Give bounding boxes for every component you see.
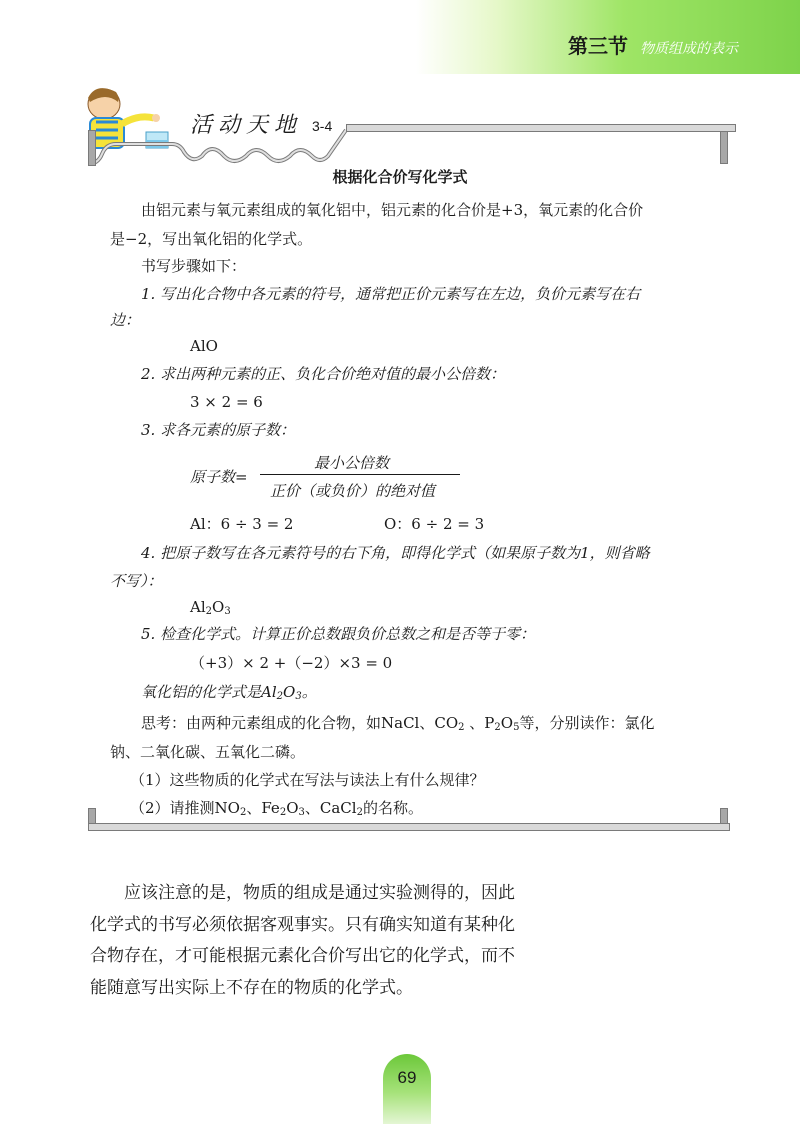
box-title: 根据化合价写化学式 <box>332 168 468 186</box>
conclusion: 氧化铝的化学式是$Al_2O_3$。 <box>141 683 317 702</box>
activity-label: 活动天地 <box>190 113 303 138</box>
step-1-line-1: 1. 写出化合物中各元素的符号，通常把正价元素写在左边，负价元素写在右 <box>141 285 641 303</box>
step-5: 5. 检查化学式。计算正价总数跟负价总数之和是否等于零： <box>141 625 536 643</box>
step-4-formula: $Al_2O_3$ <box>190 598 231 617</box>
section-name: 物质组成的表示 <box>640 41 738 57</box>
page-number-tab <box>383 1054 431 1124</box>
question-1: （1）这些物质的化学式在写法与读法上有什么规律？ <box>130 771 485 789</box>
step-4-line-1: 4. 把原子数写在各元素符号的右下角，即得化学式（如果原子数为1，则省略 <box>141 544 650 562</box>
o-calculation: O：6 ÷ 2 = 3 <box>384 515 485 533</box>
step-4-line-2: 不写）： <box>110 572 163 590</box>
think-line-1: 思考：由两种元素组成的化合物，如NaCl、$CO_2$ 、$P_2O_5$等，分别读作：氯化 <box>141 714 655 733</box>
fraction-numerator: 最小公倍数 <box>314 454 390 472</box>
intro-line-1: 由铝元素与氧元素组成的氧化铝中，铝元素的化合价是+3，氧元素的化合价 <box>141 201 644 219</box>
activity-number: 3-4 <box>312 118 333 134</box>
fraction-bar <box>260 474 460 475</box>
fraction-denominator: 正价（或负价）的绝对值 <box>270 482 436 500</box>
think-line-2: 钠、二氧化碳、五氧化二磷。 <box>110 743 306 761</box>
section-header <box>568 30 738 59</box>
question-2: （2）请推测$NO_2$、$Fe_2O_3$、CaCl$_2$的名称。 <box>130 799 423 818</box>
section-number: 第三节 <box>568 34 628 58</box>
body-paragraph: 应该注意的是，物质的组成是通过实验测得的，因此化学式的书写必须依据客观事实。只有确实知道有某种化合物存在，才可能根据元素化合价写出它的化学式，而不能随意写出实际上不存在的物质的化学式。 <box>90 883 515 998</box>
intro-line-2: 是−2，写出氧化铝的化学式。 <box>110 230 313 248</box>
step-1-line-2: 边： <box>110 311 141 329</box>
frame-top-bar <box>346 124 736 132</box>
fraction-lhs: 原子数= <box>190 468 248 486</box>
step-2: 2. 求出两种元素的正、负化合价绝对值的最小公倍数： <box>141 365 506 383</box>
frame-bottom-bar <box>88 823 730 831</box>
step-3: 3. 求各元素的原子数： <box>141 421 296 439</box>
frame-right-post <box>720 128 728 164</box>
step-5-formula: （+3）× 2 +（−2）×3 = 0 <box>190 654 393 672</box>
steps-heading: 书写步骤如下： <box>141 257 247 275</box>
page-number: 69 <box>397 1068 417 1087</box>
frame-left-post <box>88 130 96 166</box>
step-1-formula: AlO <box>190 337 218 355</box>
step-2-formula: 3 × 2 = 6 <box>190 393 263 411</box>
al-calculation: Al：6 ÷ 3 = 2 <box>190 515 294 533</box>
